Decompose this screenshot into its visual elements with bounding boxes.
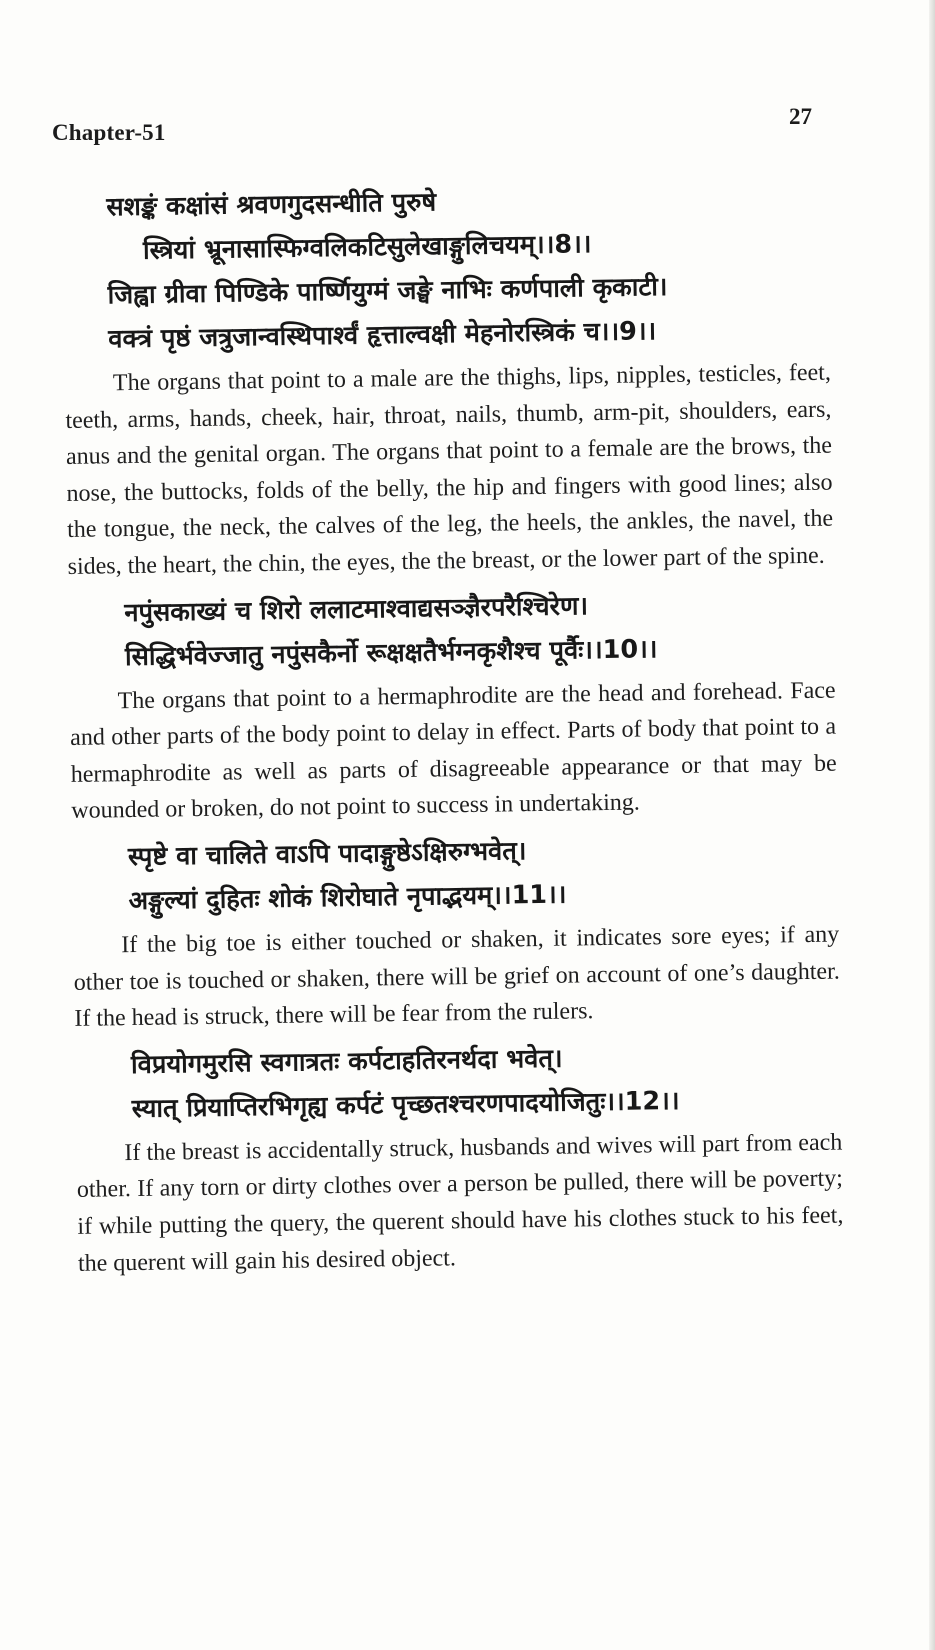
page-number: 27 <box>789 104 812 129</box>
translation-paragraph: The organs that point to a hermaphrodite are the head and forehead. Face and other parts of the body point to delay in effect. Parts of body that point to a hermaphrodite as well as parts of disagreeable appearance or that may be wounded or broken, do not point to success in undertaking. <box>69 677 837 825</box>
page-edge <box>929 0 935 1650</box>
verse-line: नपुंसकाख्यं च शिरो ललाटमाश्वाद्यसञ्ज्ञैरपरैश्चिरेण। <box>124 590 589 628</box>
verse-block-11 <box>72 825 839 924</box>
verse-line: सशङ्कं कक्षांसं श्रवणगुदसन्धीति पुरुषे <box>106 187 437 223</box>
verse-block-8-9 <box>62 175 831 362</box>
verse-line: स्पृष्टे वा चालिते वाऽपि पादाङ्गुष्ठेऽक्षिरुग्भवेत्। <box>127 836 527 873</box>
verse-line: अङ्गुल्यां दुहितः शोकं शिरोघाते नृपाद्भयम्।।11।। <box>128 879 567 917</box>
translation-paragraph: If the big toe is either touched or shaken, it indicates sore eyes; if any other toe is touched or shaken, there will be grief on account of one’s daughter. If the head is struck, there will be fear from the rulers. <box>73 921 840 1033</box>
page-header <box>52 104 812 154</box>
verse-line: वक्त्रं पृष्ठं जत्रुजान्वस्थिपार्श्वं हृत्ताल्वक्षी मेहनोरस्त्रिकं च।।9।। <box>108 316 657 355</box>
translation-paragraph: The organs that point to a male are the thighs, lips, nipples, testicles, feet, teeth, arms, hands, cheek, hair, throat, nails, thumb, arm-pit, shoulders, ears, anus and the genital organ. The organs that point to a female are the brows, the nose, the buttocks, folds of the belly, the hip and fingers with good lines; also the tongue, the neck, the calves of the leg, the heels, the ankles, the navel, the sides, the heart, the chin, the eyes, the the breast, or the lower part of the spine. <box>65 359 834 580</box>
verse-line: सिद्धिर्भवेज्जातु नपुंसकैर्नो रूक्षक्षतैर्भग्नकृशैश्च पूर्वैः।।10।। <box>124 633 658 672</box>
page-body <box>62 175 844 1288</box>
verse-line: जिह्वा ग्रीवा पिण्डिके पार्ष्णियुग्मं जङ्घे नाभिः कर्णपाली कृकाटी। <box>107 272 668 311</box>
chapter-title: Chapter-51 <box>52 120 166 145</box>
verse-block-12 <box>75 1032 842 1131</box>
verse-block-10 <box>68 580 835 679</box>
verse-line: स्त्रियां भ्रूनासास्फिग्वलिकटिसुलेखाङ्गुलिचयम्।।8।। <box>142 229 592 266</box>
verse-line: स्यात् प्रियाप्तिरभिगृह्य कर्पटं पृच्छतश्चरणपादयोजितुः।।12।। <box>131 1085 680 1124</box>
verse-line: विप्रयोगमुरसि स्वगात्रतः कर्पटाहतिरनर्थदा भवेत्। <box>130 1043 563 1080</box>
translation-paragraph: If the breast is accidentally struck, husbands and wives will part from each other. If any torn or dirty clothes over a person be pulled, there will be poverty; if while putting the query, the querent should have his clothes stuck to his feet, the querent will gain his desired object. <box>76 1129 844 1277</box>
